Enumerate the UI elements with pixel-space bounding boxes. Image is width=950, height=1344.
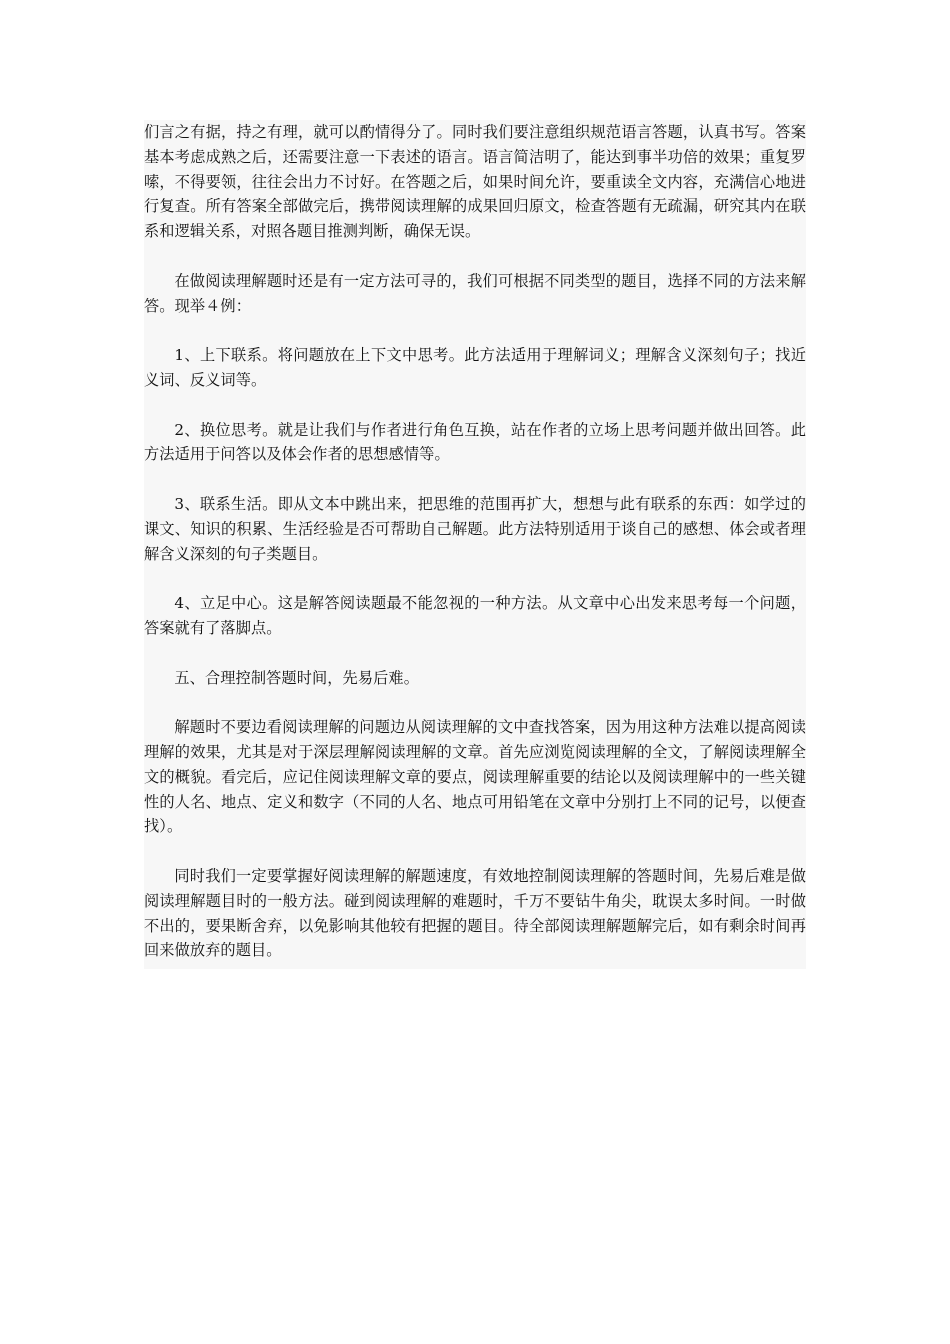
paragraph-method-2: 2、换位思考。就是让我们与作者进行角色互换，站在作者的立场上思考问题并做出回答。此方法适用于问答以及体会作者的思想感情等。 [144, 420, 806, 464]
article-body [144, 120, 806, 969]
paragraph-spacer [144, 641, 806, 666]
paragraph-spacer [144, 318, 806, 343]
paragraph-spacer [144, 566, 806, 591]
paragraph-spacer [144, 467, 806, 492]
paragraph-method-4: 4、立足中心。这是解答阅读题最不能忽视的一种方法。从文章中心出发来思考每一个问题，答案就有了落脚点。 [144, 594, 806, 637]
section-heading-time-control: 五、合理控制答题时间，先易后难。 [174, 668, 419, 687]
paragraph-spacer [144, 839, 806, 864]
paragraph-spacer [144, 244, 806, 269]
paragraph-intro-continuation: 们言之有据，持之有理，就可以酌情得分了。同时我们要注意组织规范语言答题，认真书写。答案基本考虑成熟之后，还需要注意一下表述的语言。语言简洁明了，能达到事半功倍的效果；重复罗嗦，不得要领，往往会出力不讨好。在答题之后，如果时间允许，要重读全文内容，充满信心地进行复查。所有答案全部做完后，携带阅读理解的成果回归原文，检查答题有无疏漏，研究其内在联系和逻辑关系，对照各题目推测判断，确保无误。 [144, 123, 806, 241]
paragraph-spacer [144, 963, 806, 969]
paragraph-methods-intro: 在做阅读理解题时还是有一定方法可寻的，我们可根据不同类型的题目，选择不同的方法来解答。现举４例： [144, 271, 806, 315]
paragraph-time-management: 同时我们一定要掌握好阅读理解的解题速度，有效地控制阅读理解的答题时间，先易后难是做阅读理解题目时的一般方法。碰到阅读理解的难题时，千万不要钻牛角尖，耽误太多时间。一时做不出的，要果断舍弃，以免影响其他较有把握的题目。待全部阅读理解题解完后，如有剩余时间再回来做放弃的题目。 [144, 866, 806, 960]
paragraph-reading-strategy: 解题时不要边看阅读理解的问题边从阅读理解的文中查找答案，因为用这种方法难以提高阅读理解的效果，尤其是对于深层理解阅读理解的文章。首先应浏览阅读理解的全文，了解阅读理解全文的概貌。看完后，应记住阅读理解文章的要点，阅读理解重要的结论以及阅读理解中的一些关键性的人名、地点、定义和数字（不同的人名、地点可用铅笔在文章中分别打上不同的记号，以便查找）。 [144, 718, 806, 836]
paragraph-method-3: 3、联系生活。即从文本中跳出来，把思维的范围再扩大，想想与此有联系的东西：如学过的课文、知识的积累、生活经验是否可帮助自己解题。此方法特别适用于谈自己的感想、体会或者理解含义深刻的句子类题目。 [144, 494, 806, 563]
paragraph-method-1: 1、上下联系。将问题放在上下文中思考。此方法适用于理解词义；理解含义深刻句子；找近义词、反义词等。 [144, 346, 806, 389]
paragraph-spacer [144, 690, 806, 715]
paragraph-spacer [144, 393, 806, 418]
